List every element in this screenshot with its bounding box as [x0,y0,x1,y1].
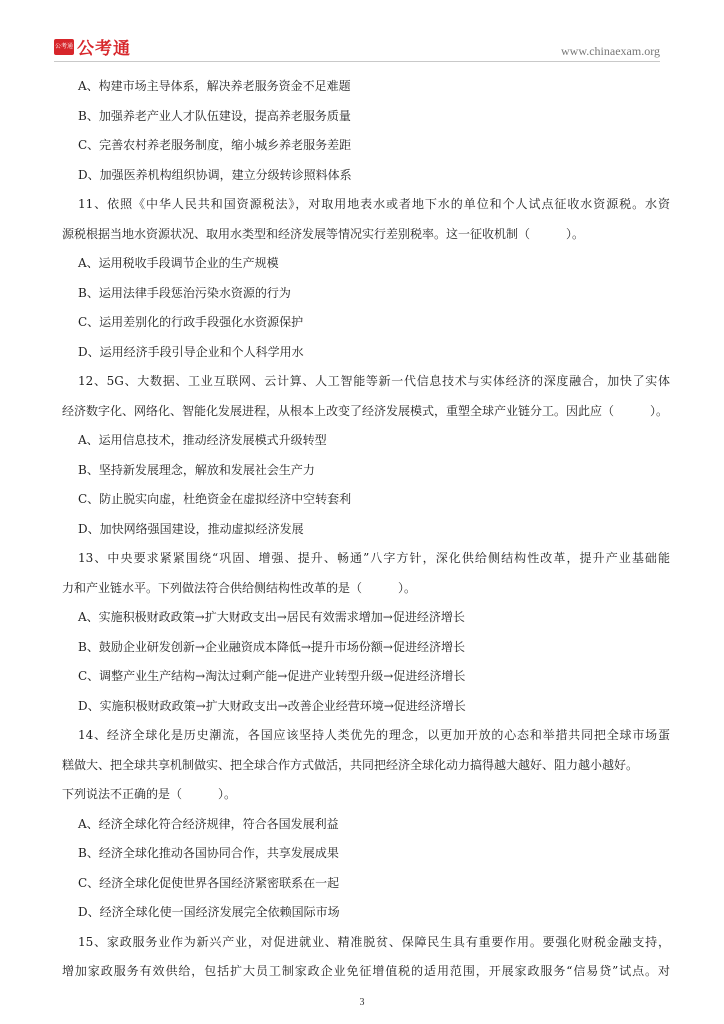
page-number: 3 [359,997,365,1008]
q10-option-b: B、加强养老产业人才队伍建设，提高养老服务质量 [78,108,351,123]
q11-stem-line-1: 11、依照《中华人民共和国资源税法》，对取用地表水或者地下水的单位和个人试点征收水资源税。水资 [78,197,670,211]
q10-option-a: A、构建市场主导体系，解决养老服务资金不足难题 [78,79,351,93]
q13-option-b: B、鼓励企业研发创新→企业融资成本降低→提升市场份额→促进经济增长 [78,639,465,654]
q14-stem-line-3: 下列说法不正确的是（ ）。 [62,787,237,801]
page-header [0,0,724,62]
logo-text: 公考通 [77,39,131,59]
q13-option-a: A、实施积极财政政策→扩大财政支出→居民有效需求增加→促进经济增长 [78,610,465,624]
q12-option-b: B、坚持新发展理念，解放和发展社会生产力 [78,462,315,477]
q12-stem-line-1: 12、5G、大数据、工业互联网、云计算、人工智能等新一代信息技术与实体经济的深度融合，加快了实体 [78,374,670,388]
q11-option-b: B、运用法律手段惩治污染水资源的行为 [78,285,291,300]
q13-option-d: D、实施积极财政政策→扩大财政支出→改善企业经营环境→促进经济增长 [78,698,466,713]
q14-option-b: B、经济全球化推动各国协同合作，共享发展成果 [78,846,339,860]
q11-option-d: D、运用经济手段引导企业和个人科学用水 [78,344,304,359]
brand-logo[interactable] [54,34,131,59]
q15-stem-line-1: 15、家政服务业作为新兴产业，对促进就业、精准脱贫、保障民生具有重要作用。要强化财税金融支持， [78,934,670,949]
q11-option-c: C、运用差别化的行政手段强化水资源保护 [78,315,304,329]
q11-option-a: A、运用税收手段调节企业的生产规模 [78,256,279,270]
q14-option-a: A、经济全球化符合经济规律，符合各国发展利益 [78,816,339,831]
q14-stem-line-1: 14、经济全球化是历史潮流，各国应该坚持人类优先的理念，以更加开放的心态和举措共同把全球市场蛋 [78,728,670,742]
site-url[interactable]: www.chinaexam.org [561,44,660,58]
logo-badge-icon: 公考通 [54,39,74,55]
q12-option-a: A、运用信息技术，推动经济发展模式升级转型 [78,433,327,447]
q14-stem-line-2: 糕做大、把全球共享机制做实、把全球合作方式做活，共同把经济全球化动力搞得越大越好、阻力越小越好。 [62,757,639,772]
q10-option-c: C、完善农村养老服务制度，缩小城乡养老服务差距 [78,138,352,152]
q10-option-d: D、加强医养机构组织协调，建立分级转诊照料体系 [78,167,352,182]
header-divider [54,61,660,62]
q11-stem-line-2: 源税根据当地水资源状况、取用水类型和经济发展等情况实行差别税率。这一征收机制（ ）。 [62,226,585,241]
q12-option-c: C、防止脱实向虚，杜绝资金在虚拟经济中空转套利 [78,492,352,506]
q15-stem-line-2: 增加家政服务有效供给，包括扩大员工制家政企业免征增值税的适用范围，开展家政服务“信易贷”试点。对 [62,964,670,978]
q12-stem-line-2: 经济数字化、网络化、智能化发展进程，从根本上改变了经济发展模式，重塑全球产业链分工。因此应（ ）。 [62,403,669,418]
q13-stem-line-2: 力和产业链水平。下列做法符合供给侧结构性改革的是（ ）。 [62,580,417,595]
q13-option-c: C、调整产业生产结构→淘汰过剩产能→促进产业转型升级→促进经济增长 [78,669,466,683]
q13-stem-line-1: 13、中央要求紧紧围绕“巩固、增强、提升、畅通”八字方针，深化供给侧结构性改革，提升产业基础能 [78,551,670,565]
q14-option-c: C、经济全球化促使世界各国经济紧密联系在一起 [78,875,340,890]
document-body [62,72,670,987]
q14-option-d: D、经济全球化使一国经济发展完全依赖国际市场 [78,905,340,919]
q12-option-d: D、加快网络强国建设，推动虚拟经济发展 [78,521,304,536]
